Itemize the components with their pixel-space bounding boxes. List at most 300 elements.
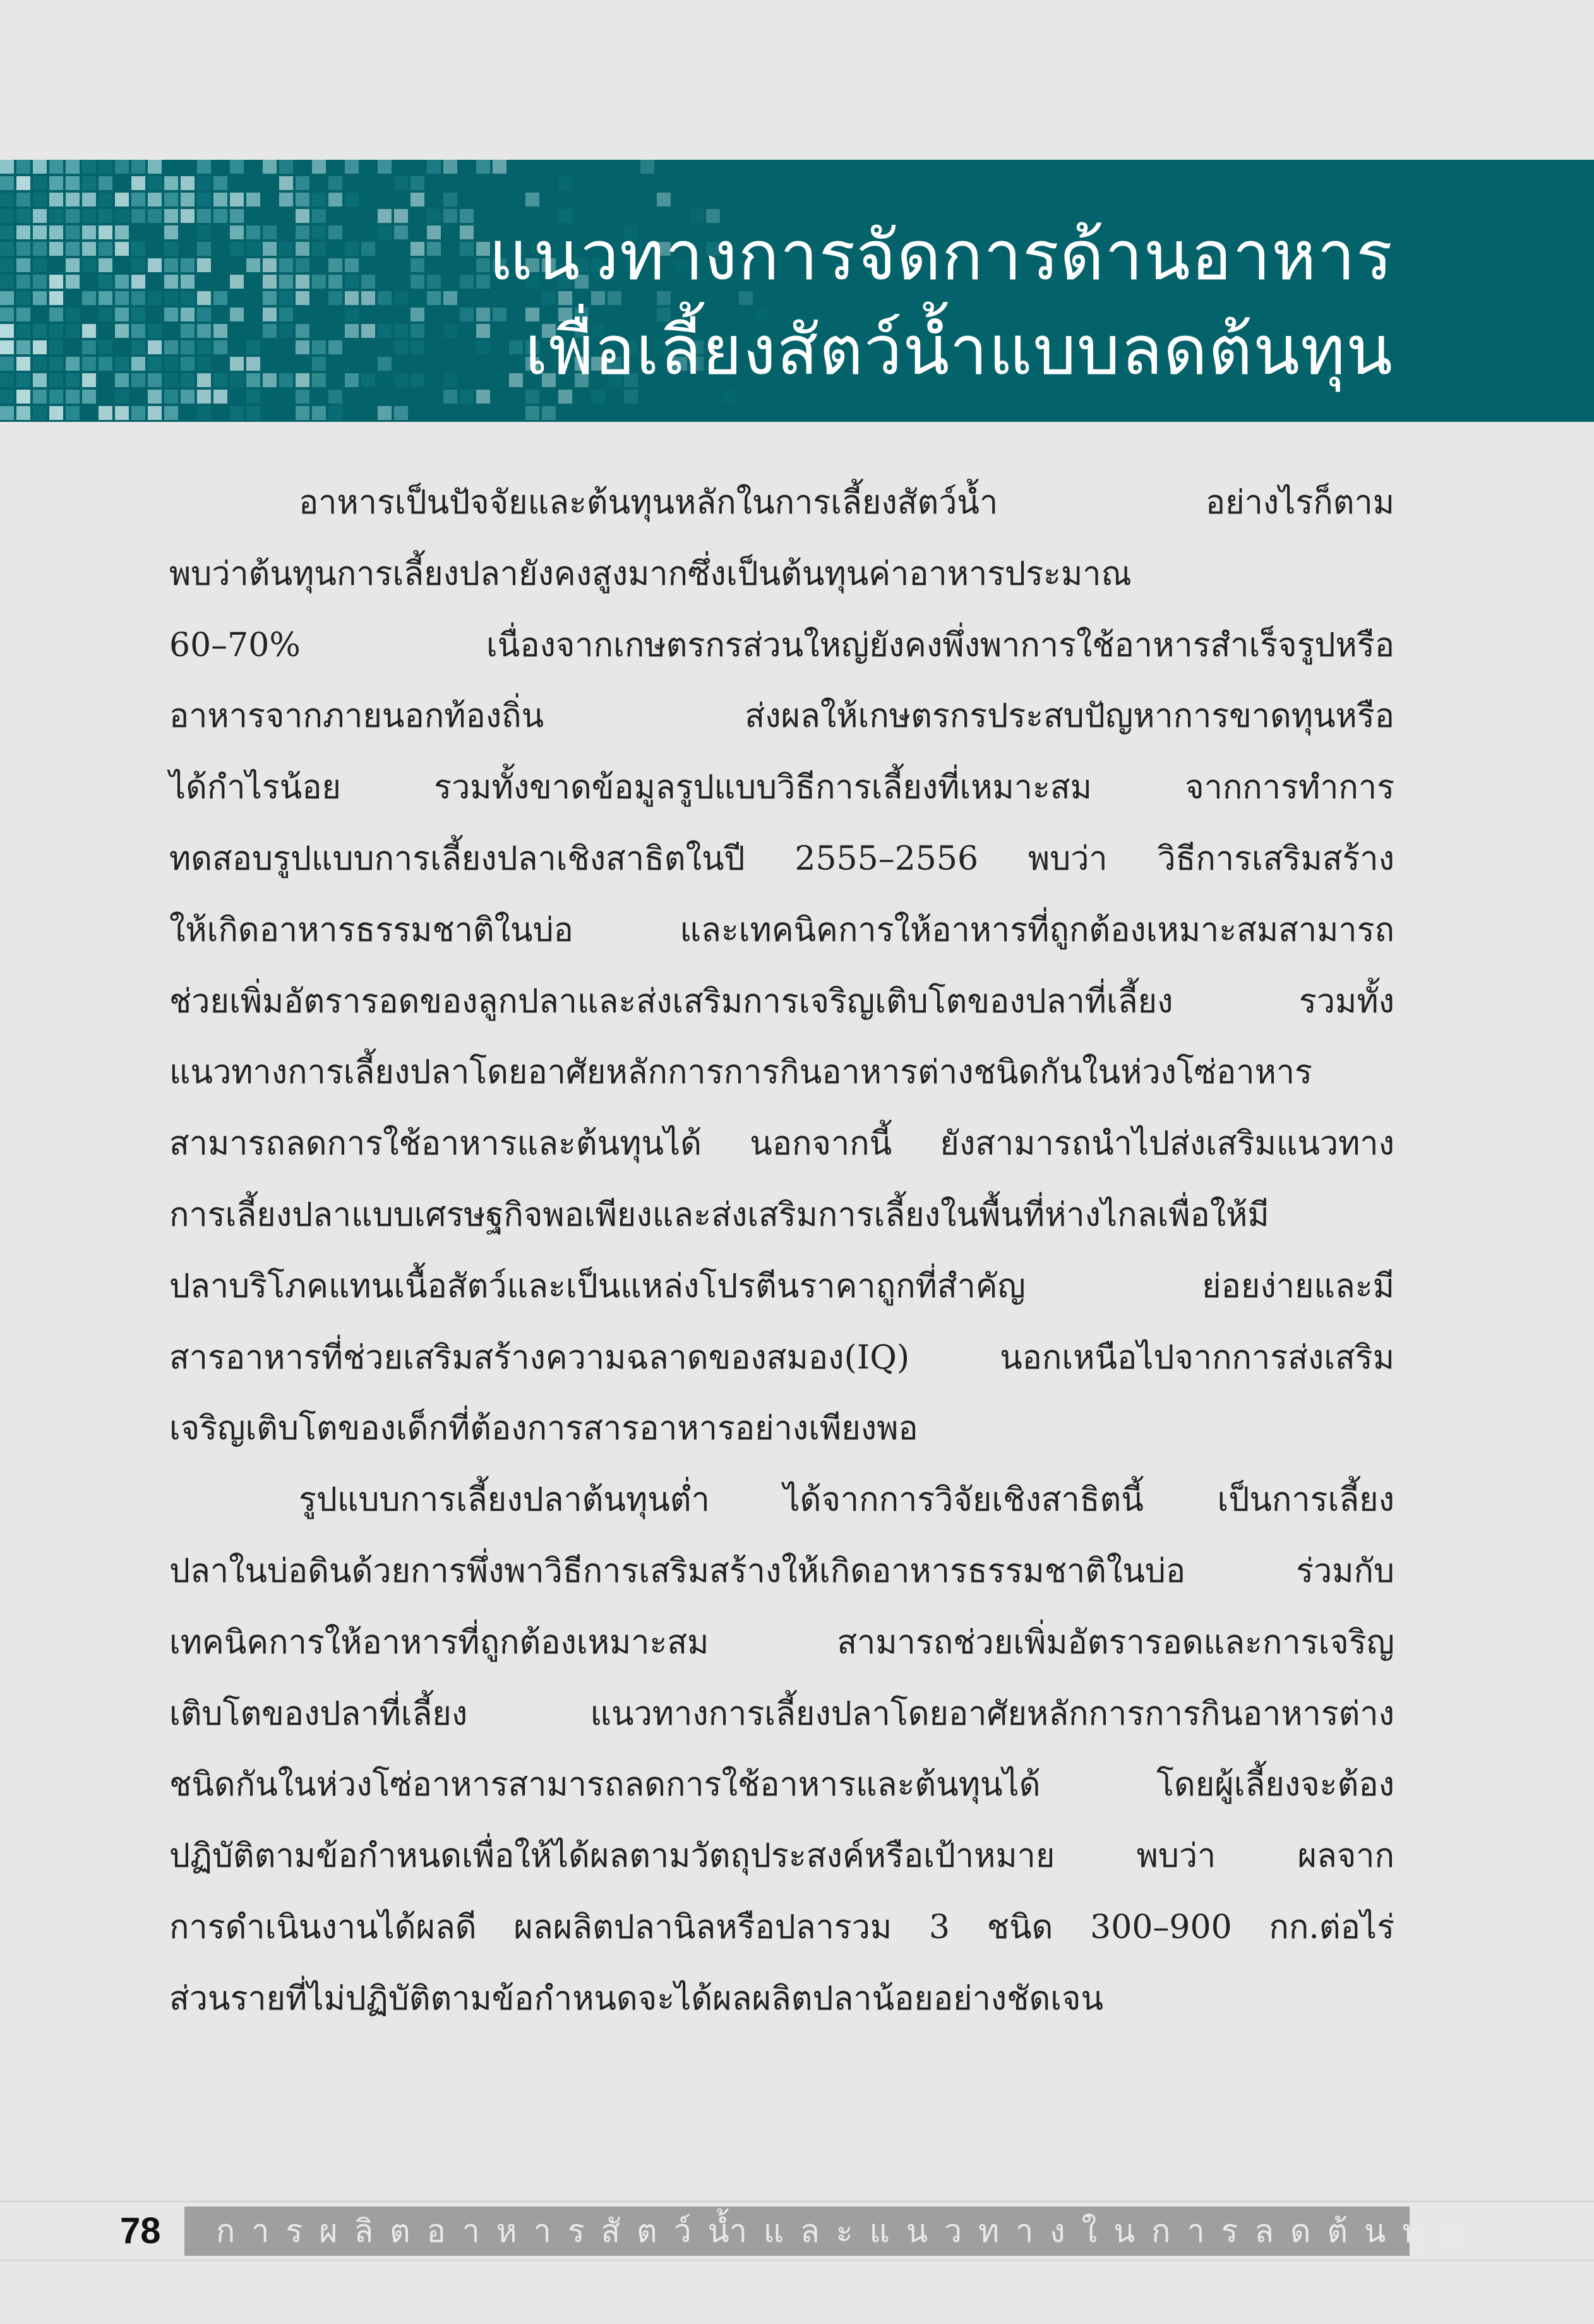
mosaic-tile <box>82 209 96 223</box>
mosaic-tile <box>131 176 145 190</box>
mosaic-tile <box>164 258 178 272</box>
body-text <box>169 467 1394 2035</box>
mosaic-tile <box>476 258 490 272</box>
page-title <box>489 209 1393 398</box>
mosaic-tile <box>312 340 326 354</box>
mosaic-tile <box>16 258 30 272</box>
mosaic-tile <box>263 291 277 305</box>
mosaic-tile <box>410 340 424 354</box>
mosaic-tile <box>263 308 277 321</box>
mosaic-tile <box>460 225 474 239</box>
mosaic-tile <box>16 242 30 256</box>
running-title-bar <box>184 2207 1478 2256</box>
mosaic-tile <box>148 324 162 338</box>
mosaic-tile <box>443 324 457 338</box>
mosaic-tile <box>33 340 47 354</box>
mosaic-tile <box>16 406 30 420</box>
mosaic-tile <box>16 308 30 321</box>
title-banner <box>0 160 1594 422</box>
mosaic-tile <box>246 373 260 387</box>
mosaic-tile <box>16 357 30 371</box>
mosaic-tile <box>148 176 162 190</box>
mosaic-tile <box>131 275 145 289</box>
mosaic-tile <box>460 242 474 256</box>
mosaic-tile <box>410 258 424 272</box>
mosaic-tile <box>16 324 30 338</box>
mosaic-tile <box>213 373 227 387</box>
mosaic-tile <box>148 373 162 387</box>
mosaic-tile <box>164 225 178 239</box>
mosaic-tile <box>181 324 195 338</box>
paragraph-line: 60–70% เนื่องจากเกษตรกรส่วนใหญ่ยังคงพึ่งพาการใช้อาหารสำเร็จรูปหรือ <box>169 626 1394 664</box>
mosaic-tile <box>131 193 145 207</box>
paragraph-line: ช่วยเพิ่มอัตรารอดของลูกปลาและส่งเสริมการเจริญเติบโตของปลาที่เลี้ยง รวมทั้ง <box>169 982 1394 1021</box>
mosaic-tile <box>16 193 30 207</box>
mosaic-tile <box>148 193 162 207</box>
mosaic-tile <box>49 324 63 338</box>
mosaic-tile <box>0 357 14 371</box>
paragraph-line: รูปแบบการเลี้ยงปลาต้นทุนต่ำ ได้จากการวิจัยเชิงสาธิตนี้ เป็นการเลี้ยง <box>299 1481 1394 1519</box>
mosaic-tile <box>345 324 359 338</box>
mosaic-tile <box>33 390 47 404</box>
mosaic-tile <box>16 275 30 289</box>
mosaic-tile <box>148 340 162 354</box>
running-title: การผลิตอาหารสัตว์น้ำและแนวทางในการลดต้นทุน <box>216 2213 1478 2249</box>
mosaic-tile <box>181 193 195 207</box>
mosaic-tile <box>66 225 80 239</box>
mosaic-tile <box>99 176 112 190</box>
mosaic-tile <box>361 242 375 256</box>
mosaic-tile <box>476 308 490 321</box>
mosaic-tile <box>115 357 129 371</box>
mosaic-tile <box>82 390 96 404</box>
mosaic-tile <box>328 275 342 289</box>
mosaic-tile <box>263 160 277 174</box>
mosaic-tile <box>82 291 96 305</box>
mosaic-tile <box>0 176 14 190</box>
footer-rule-bottom <box>0 2260 1594 2261</box>
mosaic-tile <box>131 258 145 272</box>
mosaic-tile <box>246 193 260 207</box>
mosaic-tile <box>164 390 178 404</box>
mosaic-tile <box>16 390 30 404</box>
mosaic-tile <box>443 160 457 174</box>
mosaic-tile <box>181 308 195 321</box>
mosaic-tile <box>328 176 342 190</box>
mosaic-tile <box>66 242 80 256</box>
mosaic-tile <box>328 225 342 239</box>
mosaic-tile <box>328 340 342 354</box>
mosaic-tile <box>312 406 326 420</box>
mosaic-tile <box>263 275 277 289</box>
mosaic-tile <box>230 225 244 239</box>
mosaic-tile <box>296 291 309 305</box>
mosaic-tile <box>657 193 671 207</box>
mosaic-tile <box>49 390 63 404</box>
mosaic-tile <box>476 275 490 289</box>
mosaic-tile <box>263 324 277 338</box>
mosaic-tile <box>460 275 474 289</box>
mosaic-tile <box>99 275 112 289</box>
mosaic-tile <box>296 373 309 387</box>
mosaic-tile <box>115 390 129 404</box>
mosaic-tile <box>0 258 14 272</box>
mosaic-tile <box>148 406 162 420</box>
mosaic-tile <box>82 176 96 190</box>
mosaic-tile <box>493 160 506 174</box>
mosaic-tile <box>82 340 96 354</box>
mosaic-tile <box>427 291 441 305</box>
mosaic-tile <box>476 160 490 174</box>
mosaic-tile <box>427 275 441 289</box>
mosaic-tile <box>296 258 309 272</box>
paragraph-line: แนวทางการเลี้ยงปลาโดยอาศัยหลักการการกินอาหารต่างชนิดกันในห่วงโซ่อาหาร <box>169 1053 1312 1092</box>
mosaic-tile <box>99 193 112 207</box>
mosaic-tile <box>197 225 211 239</box>
mosaic-tile <box>279 258 293 272</box>
mosaic-tile <box>164 308 178 321</box>
mosaic-tile <box>410 373 424 387</box>
mosaic-tile <box>361 291 375 305</box>
mosaic-tile <box>197 291 211 305</box>
mosaic-tile <box>361 324 375 338</box>
mosaic-tile <box>296 275 309 289</box>
mosaic-tile <box>263 242 277 256</box>
mosaic-tile <box>312 373 326 387</box>
mosaic-tile <box>66 258 80 272</box>
mosaic-tile <box>197 340 211 354</box>
mosaic-tile <box>427 209 441 223</box>
mosaic-tile <box>197 357 211 371</box>
mosaic-tile <box>213 390 227 404</box>
mosaic-tile <box>230 209 244 223</box>
paragraph-line: ส่วนรายที่ไม่ปฏิบัติตามข้อกำหนดจะได้ผลผลิตปลาน้อยอย่างชัดเจน <box>169 1979 1104 2018</box>
mosaic-tile <box>394 176 408 190</box>
mosaic-tile <box>164 373 178 387</box>
mosaic-tile <box>213 340 227 354</box>
mosaic-tile <box>115 406 129 420</box>
mosaic-tile <box>131 340 145 354</box>
mosaic-tile <box>115 225 129 239</box>
mosaic-tile <box>296 193 309 207</box>
mosaic-tile <box>345 291 359 305</box>
paragraph-line: ได้กำไรน้อย รวมทั้งขาดข้อมูลรูปแบบวิธีการเลี้ยงที่เหมาะสม จากการทำการ <box>169 769 1394 807</box>
mosaic-tile <box>378 160 392 174</box>
mosaic-tile <box>181 291 195 305</box>
mosaic-tile <box>131 406 145 420</box>
mosaic-tile <box>49 209 63 223</box>
mosaic-tile <box>181 357 195 371</box>
mosaic-tile <box>49 160 63 174</box>
mosaic-tile <box>279 275 293 289</box>
mosaic-tile <box>66 160 80 174</box>
mosaic-tile <box>0 291 14 305</box>
mosaic-tile <box>460 390 474 404</box>
mosaic-tile <box>197 406 211 420</box>
mosaic-tile <box>115 324 129 338</box>
mosaic-tile <box>66 176 80 190</box>
mosaic-tile <box>345 242 359 256</box>
paragraph-line: สามารถลดการใช้อาหารและต้นทุนได้ นอกจากนี้ ยังสามารถนำไปส่งเสริมแนวทาง <box>169 1125 1394 1163</box>
mosaic-tile <box>0 308 14 321</box>
page-title-line-2: เพื่อเลี้ยงสัตว์น้ำแบบลดต้นทุน <box>524 311 1393 390</box>
mosaic-tile <box>82 160 96 174</box>
mosaic-tile <box>99 225 112 239</box>
mosaic-tile <box>394 324 408 338</box>
mosaic-tile <box>443 193 457 207</box>
mosaic-tile <box>476 390 490 404</box>
mosaic-tile <box>33 193 47 207</box>
page-title-line-1: แนวทางการจัดการด้านอาหาร <box>488 217 1393 296</box>
mosaic-tile <box>394 225 408 239</box>
mosaic-tile <box>66 209 80 223</box>
mosaic-tile <box>197 373 211 387</box>
paragraph-line: ให้เกิดอาหารธรรมชาติในบ่อ และเทคนิคการให้อาหารที่ถูกต้องเหมาะสมสามารถ <box>169 911 1394 949</box>
mosaic-tile <box>0 324 14 338</box>
mosaic-tile <box>246 242 260 256</box>
mosaic-tile <box>49 373 63 387</box>
mosaic-tile <box>279 193 293 207</box>
mosaic-tile <box>33 160 47 174</box>
paragraph-line: อาหารเป็นปัจจัยและต้นทุนหลักในการเลี้ยงสัตว์น้ำ อย่างไรก็ตาม <box>299 484 1394 522</box>
mosaic-tile <box>0 225 14 239</box>
mosaic-tile <box>164 340 178 354</box>
mosaic-tile <box>164 209 178 223</box>
mosaic-tile <box>378 291 392 305</box>
mosaic-tile <box>33 373 47 387</box>
mosaic-tile <box>16 373 30 387</box>
mosaic-tile <box>213 291 227 305</box>
mosaic-tile <box>410 275 424 289</box>
mosaic-tile <box>361 275 375 289</box>
mosaic-tile <box>66 193 80 207</box>
mosaic-tile <box>16 176 30 190</box>
mosaic-tile <box>99 340 112 354</box>
mosaic-tile <box>99 258 112 272</box>
mosaic-tile <box>33 291 47 305</box>
mosaic-tile <box>394 340 408 354</box>
mosaic-tile <box>312 357 326 371</box>
mosaic-tile <box>476 242 490 256</box>
mosaic-tile <box>230 357 244 371</box>
mosaic-tile <box>99 209 112 223</box>
mosaic-tile <box>49 406 63 420</box>
mosaic-tile <box>312 275 326 289</box>
mosaic-tile <box>49 357 63 371</box>
mosaic-tile <box>213 193 227 207</box>
mosaic-tile <box>296 242 309 256</box>
mosaic-tile <box>230 406 244 420</box>
mosaic-tile <box>0 373 14 387</box>
mosaic-tile <box>197 258 211 272</box>
mosaic-tile <box>131 324 145 338</box>
mosaic-tile <box>427 225 441 239</box>
mosaic-tile <box>0 390 14 404</box>
mosaic-tile <box>443 390 457 404</box>
paragraph-line: เทคนิคการให้อาหารที่ถูกต้องเหมาะสม สามารถช่วยเพิ่มอัตรารอดและการเจริญ <box>169 1623 1394 1662</box>
mosaic-tile <box>197 242 211 256</box>
footer-rule-top <box>0 2201 1594 2202</box>
mosaic-tile <box>296 390 309 404</box>
mosaic-tile <box>328 406 342 420</box>
mosaic-tile <box>542 406 556 420</box>
mosaic-tile <box>197 193 211 207</box>
mosaic-tile <box>131 373 145 387</box>
mosaic-tile <box>49 308 63 321</box>
mosaic-tile <box>0 242 14 256</box>
mosaic-tile <box>115 373 129 387</box>
mosaic-tile <box>230 193 244 207</box>
mosaic-tile <box>197 308 211 321</box>
mosaic-tile <box>131 160 145 174</box>
mosaic-tile <box>279 160 293 174</box>
mosaic-tile <box>16 209 30 223</box>
mosaic-tile <box>197 209 211 223</box>
mosaic-tile <box>181 373 195 387</box>
mosaic-tile <box>312 225 326 239</box>
mosaic-tile <box>443 373 457 387</box>
mosaic-tile <box>82 225 96 239</box>
mosaic-tile <box>33 176 47 190</box>
mosaic-tile <box>246 406 260 420</box>
mosaic-tile <box>230 275 244 289</box>
mosaic-tile <box>33 406 47 420</box>
mosaic-tile <box>148 160 162 174</box>
mosaic-tile <box>33 275 47 289</box>
mosaic-tile <box>460 209 474 223</box>
mosaic-tile <box>345 308 359 321</box>
mosaic-tile <box>164 176 178 190</box>
mosaic-tile <box>246 390 260 404</box>
mosaic-tile <box>82 324 96 338</box>
mosaic-tile <box>476 340 490 354</box>
mosaic-tile <box>410 176 424 190</box>
mosaic-tile <box>82 242 96 256</box>
mosaic-tile <box>345 160 359 174</box>
mosaic-tile <box>0 193 14 207</box>
mosaic-tile <box>263 373 277 387</box>
mosaic-tile <box>99 291 112 305</box>
mosaic-tile <box>66 308 80 321</box>
mosaic-tile <box>66 390 80 404</box>
mosaic-tile <box>296 176 309 190</box>
mosaic-tile <box>164 291 178 305</box>
paragraph-line: พบว่าต้นทุนการเลี้ยงปลายังคงสูงมากซึ่งเป็นต้นทุนค่าอาหารประมาณ <box>169 554 1132 593</box>
mosaic-tile <box>82 373 96 387</box>
mosaic-tile <box>164 275 178 289</box>
mosaic-tile <box>361 373 375 387</box>
mosaic-tile <box>0 340 14 354</box>
mosaic-tile <box>246 225 260 239</box>
mosaic-tile <box>197 160 211 174</box>
mosaic-tile <box>181 176 195 190</box>
mosaic-tile <box>181 258 195 272</box>
mosaic-tile <box>263 258 277 272</box>
mosaic-tile <box>213 324 227 338</box>
paragraph-line: ชนิดกันในห่วงโซ่อาหารสามารถลดการใช้อาหารและต้นทุนได้ โดยผู้เลี้ยงจะต้อง <box>169 1766 1394 1804</box>
mosaic-tile <box>328 390 342 404</box>
paragraph-line: เจริญเติบโตของเด็กที่ต้องการสารอาหารอย่างเพียงพอ <box>169 1410 918 1448</box>
mosaic-tile <box>296 225 309 239</box>
mosaic-tile <box>279 176 293 190</box>
mosaic-tile <box>394 291 408 305</box>
mosaic-tile <box>16 160 30 174</box>
mosaic-tile <box>33 324 47 338</box>
mosaic-tile <box>181 275 195 289</box>
mosaic-tile <box>164 193 178 207</box>
mosaic-tile <box>148 258 162 272</box>
mosaic-tile <box>345 193 359 207</box>
mosaic-tile <box>148 357 162 371</box>
mosaic-tile <box>115 242 129 256</box>
mosaic-tile <box>49 275 63 289</box>
mosaic-tile <box>312 209 326 223</box>
mosaic-tile <box>525 406 539 420</box>
paragraph-line: อาหารจากภายนอกท้องถิ่น ส่งผลให้เกษตรกรประสบปัญหาการขาดทุนหรือ <box>169 697 1394 736</box>
mosaic-tile <box>148 291 162 305</box>
mosaic-tile <box>328 291 342 305</box>
mosaic-tile <box>427 160 441 174</box>
mosaic-tile <box>312 242 326 256</box>
mosaic-tile <box>49 176 63 190</box>
mosaic-tile <box>197 324 211 338</box>
mosaic-tile <box>181 390 195 404</box>
mosaic-tile <box>410 193 424 207</box>
mosaic-tile <box>99 242 112 256</box>
mosaic-tile <box>296 209 309 223</box>
mosaic-tile <box>378 357 392 371</box>
mosaic-tile <box>279 308 293 321</box>
mosaic-tile <box>640 160 654 174</box>
mosaic-tile <box>410 308 424 321</box>
mosaic-tile <box>181 340 195 354</box>
paragraph-line: การดำเนินงานได้ผลดี ผลผลิตปลานิลหรือปลารวม 3 ชนิด 300–900 กก.ต่อไร่ <box>169 1908 1394 1946</box>
mosaic-tile <box>378 406 392 420</box>
mosaic-tile <box>66 406 80 420</box>
paragraph-line: ปลาในบ่อดินด้วยการพึ่งพาวิธีการเสริมสร้างให้เกิดอาหารธรรมชาติในบ่อ ร่วมกับ <box>169 1552 1394 1590</box>
mosaic-tile <box>66 275 80 289</box>
mosaic-tile <box>82 357 96 371</box>
mosaic-tile <box>345 373 359 387</box>
mosaic-tile <box>164 242 178 256</box>
mosaic-tile <box>33 242 47 256</box>
mosaic-tile <box>0 160 14 174</box>
mosaic-tile <box>148 209 162 223</box>
mosaic-tile <box>197 390 211 404</box>
mosaic-tile <box>328 258 342 272</box>
paragraph-line: ทดสอบรูปแบบการเลี้ยงปลาเชิงสาธิตในปี 2555–2556 พบว่า วิธีการเสริมสร้าง <box>169 839 1394 878</box>
mosaic-tile <box>164 357 178 371</box>
mosaic-tile <box>131 357 145 371</box>
mosaic-tile <box>131 242 145 256</box>
mosaic-tile <box>378 225 392 239</box>
mosaic-tile <box>263 225 277 239</box>
mosaic-tile <box>16 340 30 354</box>
page-number: 78 <box>120 2210 161 2251</box>
mosaic-tile <box>345 258 359 272</box>
mosaic-tile <box>99 160 112 174</box>
mosaic-tile <box>49 193 63 207</box>
mosaic-tile <box>131 291 145 305</box>
mosaic-tile <box>131 308 145 321</box>
mosaic-tile <box>99 308 112 321</box>
paragraph-line: ปลาบริโภคแทนเนื้อสัตว์และเป็นแหล่งโปรตีนราคาถูกที่สำคัญ ย่อยง่ายและมี <box>169 1267 1394 1305</box>
mosaic-tile <box>525 193 539 207</box>
paragraph-line: การเลี้ยงปลาแบบเศรษฐกิจพอเพียงและส่งเสริมการเลี้ยงในพื้นที่ห่างไกลเพื่อให้มี <box>169 1195 1269 1234</box>
mosaic-tile <box>0 406 14 420</box>
paragraph-line: เติบโตของปลาที่เลี้ยง แนวทางการเลี้ยงปลาโดยอาศัยหลักการการกินอาหารต่าง <box>169 1694 1394 1733</box>
mosaic-tile <box>230 160 244 174</box>
